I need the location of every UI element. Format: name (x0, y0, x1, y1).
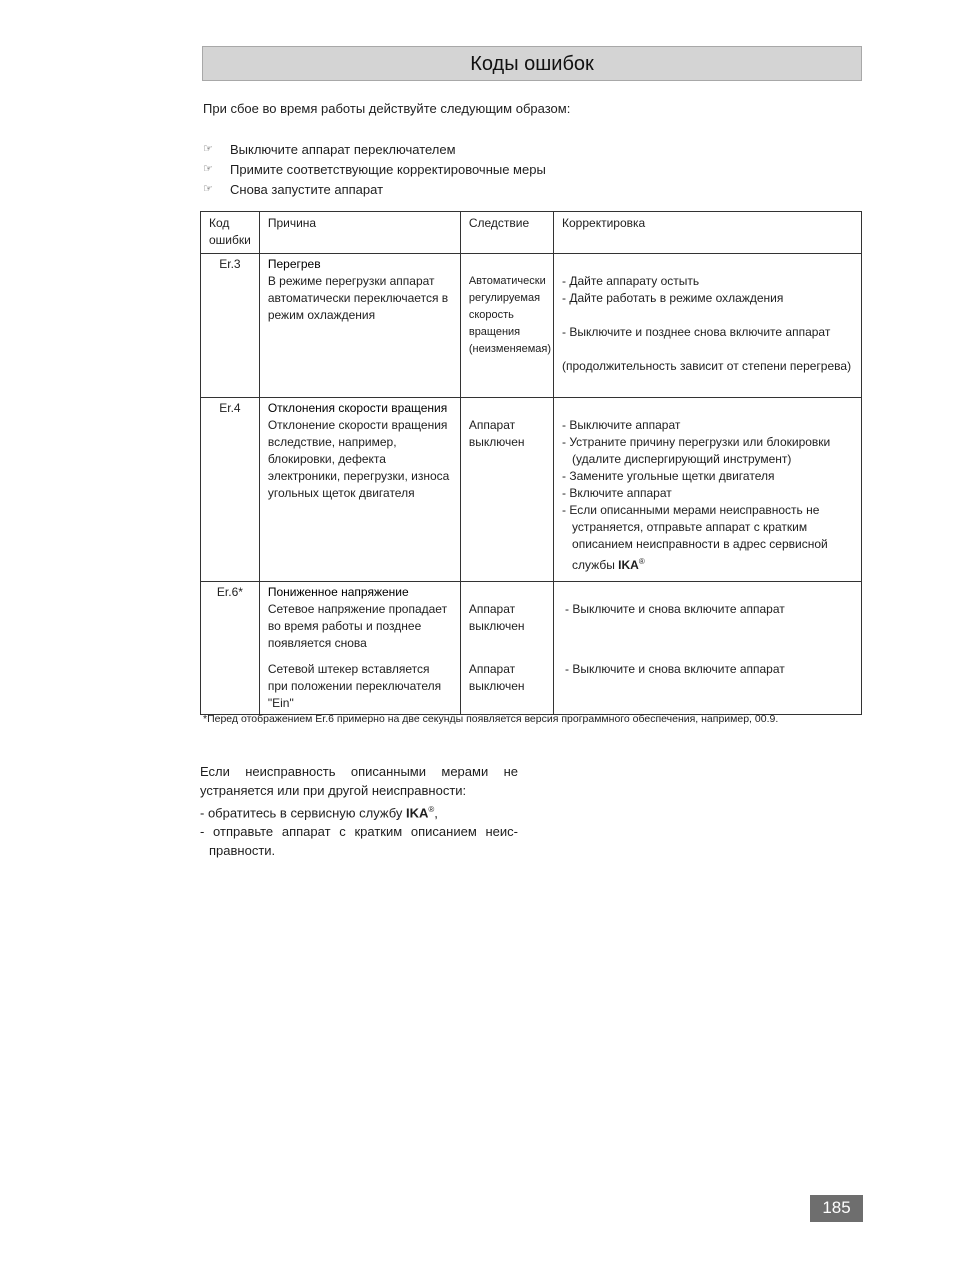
correction-cell (554, 398, 862, 582)
header-cause: Причина (259, 212, 460, 254)
cause-title: Отклонения скорости вращения (267, 401, 448, 415)
notice-item: - отправьте аппарат с кратким описанием неис-правности. (200, 824, 518, 859)
table-row (201, 254, 862, 398)
effect-cell: Автоматически регулируемая скорость вращения (неизменяемая) (460, 254, 553, 398)
table-header-row (201, 212, 862, 254)
header-effect: Следствие (460, 212, 553, 254)
cause-cell (259, 582, 460, 655)
pointing-hand-icon: ☞ (203, 162, 213, 175)
footnote: *Перед отображением Er.6 примерно на две секунды появляется версия программного обеспечения, например, 00.9. (203, 713, 779, 725)
cause-text: Отклонение скорости вращения вследствие, например, блокировки, дефекта электроники, перегрузки, износа угольных щеток двигателя (267, 418, 450, 500)
service-notice (200, 762, 518, 860)
step-item (203, 139, 546, 159)
correction-cell (554, 254, 862, 398)
correction-note: (продолжительность зависит от степени перегрева) (562, 359, 852, 373)
cause-cell (259, 398, 460, 582)
ika-brand: IKA (405, 805, 429, 821)
error-code: Er.6* (201, 582, 260, 715)
correction-item: - Выключите и позднее снова включите аппарат (562, 325, 831, 339)
page-title: Коды ошибок (202, 46, 862, 81)
page-number: 185 (810, 1195, 863, 1222)
correction-item: - Если описанными мерами неисправность не устраняется, отправьте аппарат с кратким описанием неисправности в адрес сервисной службы IKA® (562, 503, 828, 572)
cause-text: Сетевое напряжение пропадает во время работы и позднее появляется снова (267, 602, 448, 650)
intro-text: При сбое во время работы действуйте следующим образом: (203, 101, 571, 116)
notice-text: Если неисправность описанными мерами не устраняется или при другой неисправности: (200, 764, 518, 798)
cause-title: Перегрев (267, 257, 321, 271)
step-text: Снова запустите аппарат (230, 181, 384, 197)
effect-cell: Аппарат выключен (460, 582, 553, 655)
step-item (203, 159, 546, 179)
steps-list (203, 139, 546, 199)
error-code: Er.3 (201, 254, 260, 398)
notice-item: - обратитесь в сервисную службу IKA®, (200, 805, 438, 821)
correction-cell: - Выключите и снова включите аппарат (554, 654, 862, 715)
table-row (201, 654, 862, 715)
error-codes-table (200, 211, 862, 715)
correction-item: - Дайте аппарату остыть (562, 274, 700, 288)
correction-item: - Устраните причину перегрузки или блокировки (удалите диспергирующий инструмент) (562, 435, 831, 466)
correction-item: - Включите аппарат (562, 486, 672, 500)
cause-text: В режиме перегрузки аппарат автоматически переключается в режим охлаждения (267, 274, 449, 322)
cause-title: Пониженное напряжение (267, 585, 409, 599)
table-row (201, 398, 862, 582)
correction-item: - Дайте работать в режиме охлаждения (562, 291, 784, 305)
step-item (203, 179, 546, 199)
cause-text: Сетевой штекер вставляется при положении переключателя "Ein" (259, 654, 460, 715)
table-row (201, 582, 862, 655)
pointing-hand-icon: ☞ (203, 182, 213, 195)
correction-item: - Замените угольные щетки двигателя (562, 469, 775, 483)
cause-cell (259, 254, 460, 398)
error-code: Er.4 (201, 398, 260, 582)
correction-cell: - Выключите и снова включите аппарат (554, 582, 862, 655)
step-text: Выключите аппарат переключателем (230, 141, 456, 157)
pointing-hand-icon: ☞ (203, 142, 213, 155)
correction-item: - Выключите аппарат (562, 418, 681, 432)
header-code: Код ошибки (201, 212, 260, 254)
effect-cell: Аппарат выключен (460, 654, 553, 715)
effect-cell: Аппарат выключен (460, 398, 553, 582)
ika-brand: IKA (618, 558, 639, 572)
header-correction: Корректировка (554, 212, 862, 254)
step-text: Примите соответствующие корректировочные меры (230, 161, 546, 177)
correction-list (562, 417, 853, 574)
